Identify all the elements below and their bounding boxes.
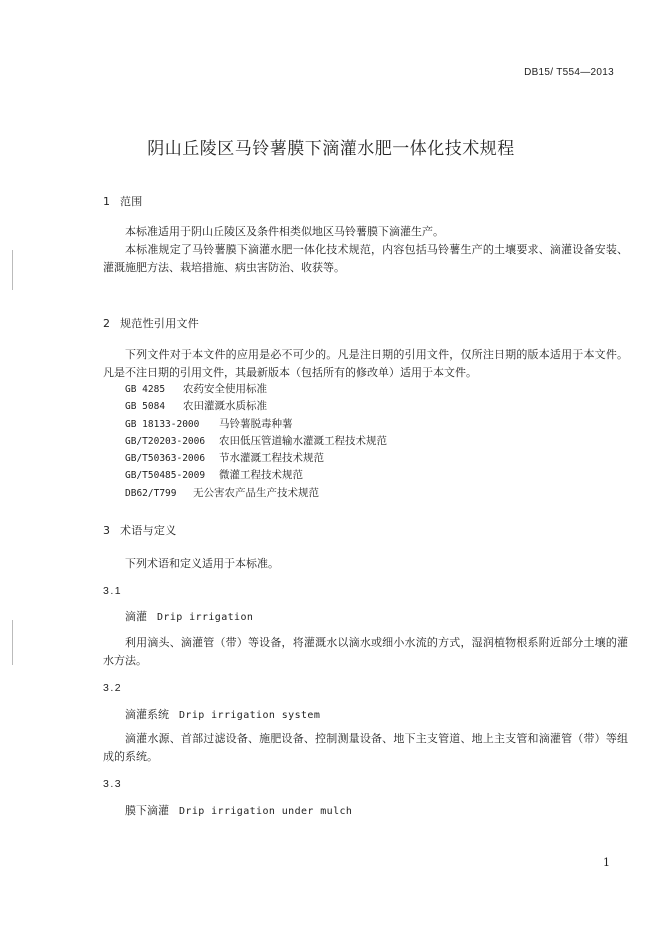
page-number: 1 xyxy=(603,856,610,869)
term-chinese: 滴灌系统 xyxy=(125,708,169,721)
reference-item xyxy=(125,450,387,467)
section-3-intro: 下列术语和定义适用于本标准。 xyxy=(125,557,279,570)
section-1-para-1: 本标准适用于阴山丘陵区及条件相类似地区马铃薯膜下滴灌生产。 xyxy=(125,225,444,238)
reference-item xyxy=(125,433,387,450)
section-3-heading xyxy=(103,522,177,538)
reference-code: GB/T50363-2006 xyxy=(125,453,206,465)
section-number: 1 xyxy=(103,195,111,208)
term-definition: 滴灌水源、首部过滤设备、施肥设备、控制测量设备、地下主支管道、地上主支管和滴灌管（带）等组成的系统。 xyxy=(103,732,628,763)
term-definition: 利用滴头、滴灌管（带）等设备，将灌溉水以滴水或细小水流的方式，湿润植物根系附近部分土壤的灌水方法。 xyxy=(103,636,628,667)
reference-title: 农田灌溉水质标准 xyxy=(183,400,267,413)
section-title: 术语与定义 xyxy=(120,524,177,537)
reference-item xyxy=(125,467,387,484)
reference-code: GB 18133-2000 xyxy=(125,418,200,430)
section-1-heading xyxy=(103,193,143,209)
scan-margin-mark xyxy=(12,620,13,665)
section-title: 范围 xyxy=(120,195,143,208)
reference-item xyxy=(125,416,387,433)
document-number: DB15/ T554—2013 xyxy=(524,67,614,78)
reference-item xyxy=(125,398,387,415)
term-number: 3.3 xyxy=(103,778,123,790)
term-heading xyxy=(125,802,352,818)
term-chinese: 滴灌 xyxy=(125,610,147,623)
reference-code: DB62/T799 xyxy=(125,487,177,499)
reference-item xyxy=(125,485,387,502)
reference-code: GB/T20203-2006 xyxy=(125,435,206,447)
reference-code: GB 5084 xyxy=(125,401,166,413)
section-title: 规范性引用文件 xyxy=(120,317,200,330)
term-english: Drip irrigation system xyxy=(179,710,321,721)
term-chinese: 膜下滴灌 xyxy=(125,804,169,817)
reference-title: 节水灌溉工程技术规范 xyxy=(219,452,324,465)
reference-title: 农田低压管道输水灌溉工程技术规范 xyxy=(219,434,387,447)
term-number: 3.1 xyxy=(103,585,123,597)
section-1-para-2: 本标准规定了马铃薯膜下滴灌水肥一体化技术规范，内容包括马铃薯生产的土壤要求、滴灌设备安装、灌溉施肥方法、栽培措施、病虫害防治、收获等。 xyxy=(103,243,628,274)
term-english: Drip irrigation xyxy=(157,612,254,623)
section-2-intro: 下列文件对于本文件的应用是必不可少的。凡是注日期的引用文件，仅所注日期的版本适用于本文件。凡是不注日期的引用文件，其最新版本（包括所有的修改单）适用于本文件。 xyxy=(103,348,628,379)
section-2-heading xyxy=(103,315,199,331)
section-number: 2 xyxy=(103,317,111,330)
term-heading xyxy=(125,706,320,722)
term-heading xyxy=(125,608,253,624)
reference-item xyxy=(125,381,387,398)
reference-title: 无公害农产品生产技术规范 xyxy=(193,486,319,499)
reference-code: GB 4285 xyxy=(125,384,166,395)
reference-title: 马铃薯脱毒种薯 xyxy=(219,417,293,430)
term-english: Drip irrigation under mulch xyxy=(179,806,353,817)
reference-title: 微灌工程技术规范 xyxy=(219,469,303,482)
document-title: 阴山丘陵区马铃薯膜下滴灌水肥一体化技术规程 xyxy=(147,139,515,159)
normative-reference-list xyxy=(125,381,387,502)
scan-margin-mark xyxy=(12,250,13,290)
section-number: 3 xyxy=(103,524,111,537)
term-number: 3.2 xyxy=(103,682,123,694)
reference-code: GB/T50485-2009 xyxy=(125,470,206,482)
reference-title: 农药安全使用标准 xyxy=(183,383,267,395)
